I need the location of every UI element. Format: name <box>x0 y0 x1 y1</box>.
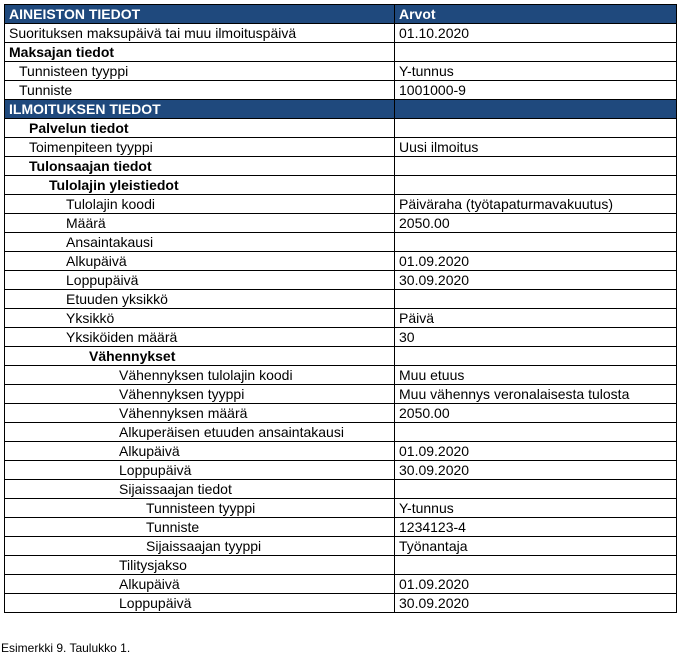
row-value <box>395 233 677 252</box>
row-value <box>395 157 677 176</box>
row-value: 30.09.2020 <box>395 594 677 613</box>
table-row <box>5 290 677 309</box>
row-label: Tilitysjakso <box>5 556 395 575</box>
row-value: 2050.00 <box>395 404 677 423</box>
table-row <box>5 518 677 537</box>
row-label: Loppupäivä <box>5 594 395 613</box>
row-label: Sijaissaajan tiedot <box>5 480 395 499</box>
row-value <box>395 423 677 442</box>
table-row <box>5 176 677 195</box>
table-row <box>5 442 677 461</box>
data-table <box>4 4 677 613</box>
table-caption: Esimerkki 9. Taulukko 1. <box>1 641 131 655</box>
row-value: Työnantaja <box>395 537 677 556</box>
row-label: Ansaintakausi <box>5 233 395 252</box>
table-row <box>5 404 677 423</box>
table-row <box>5 43 677 62</box>
row-value: 2050.00 <box>395 214 677 233</box>
table-row <box>5 62 677 81</box>
table-row <box>5 214 677 233</box>
row-label: Maksajan tiedot <box>5 43 395 62</box>
header-label: AINEISTON TIEDOT <box>5 5 395 24</box>
table-row <box>5 575 677 594</box>
table-row <box>5 499 677 518</box>
table-row <box>5 138 677 157</box>
row-label: Tunniste <box>5 518 395 537</box>
row-value: 01.09.2020 <box>395 575 677 594</box>
row-label: Loppupäivä <box>5 461 395 480</box>
row-label: Tunnisteen tyyppi <box>5 499 395 518</box>
row-label: Tunniste <box>5 81 395 100</box>
row-value <box>395 176 677 195</box>
table-row <box>5 271 677 290</box>
row-label: Yksiköiden määrä <box>5 328 395 347</box>
table-row <box>5 385 677 404</box>
table-row <box>5 556 677 575</box>
table-row <box>5 233 677 252</box>
table-row <box>5 480 677 499</box>
row-value: Y-tunnus <box>395 62 677 81</box>
table-row <box>5 366 677 385</box>
row-label: Tulolajin yleistiedot <box>5 176 395 195</box>
row-value: 1001000-9 <box>395 81 677 100</box>
table-row <box>5 309 677 328</box>
table-row <box>5 594 677 613</box>
row-value <box>395 556 677 575</box>
row-value <box>395 347 677 366</box>
row-value: Päivä <box>395 309 677 328</box>
row-label: Alkupäivä <box>5 575 395 594</box>
table-row <box>5 195 677 214</box>
row-label: Sijaissaajan tyyppi <box>5 537 395 556</box>
table-row <box>5 423 677 442</box>
header-row-ilmoituksen <box>5 100 677 119</box>
row-label: Tulonsaajan tiedot <box>5 157 395 176</box>
row-value: 01.10.2020 <box>395 24 677 43</box>
row-value: Muu vähennys veronalaisesta tulosta <box>395 385 677 404</box>
header-value: Arvot <box>395 5 677 24</box>
table-row <box>5 328 677 347</box>
table-row <box>5 347 677 366</box>
row-label: Suorituksen maksupäivä tai muu ilmoituspäivä <box>5 24 395 43</box>
row-value: 30.09.2020 <box>395 271 677 290</box>
row-label: Alkupäivä <box>5 252 395 271</box>
header-label: ILMOITUKSEN TIEDOT <box>5 100 395 119</box>
row-label: Vähennyksen tulolajin koodi <box>5 366 395 385</box>
row-value: 30.09.2020 <box>395 461 677 480</box>
row-label: Määrä <box>5 214 395 233</box>
row-value: Y-tunnus <box>395 499 677 518</box>
row-value <box>395 119 677 138</box>
row-label: Alkuperäisen etuuden ansaintakausi <box>5 423 395 442</box>
table-row <box>5 252 677 271</box>
table-row <box>5 119 677 138</box>
table-row <box>5 461 677 480</box>
row-label: Vähennykset <box>5 347 395 366</box>
row-label: Tunnisteen tyyppi <box>5 62 395 81</box>
header-row-aineiston <box>5 5 677 24</box>
table-row <box>5 24 677 43</box>
row-label: Vähennyksen määrä <box>5 404 395 423</box>
row-value <box>395 290 677 309</box>
row-value: Uusi ilmoitus <box>395 138 677 157</box>
row-value: 01.09.2020 <box>395 252 677 271</box>
header-value <box>395 100 677 119</box>
row-value <box>395 480 677 499</box>
table-row <box>5 157 677 176</box>
row-value <box>395 43 677 62</box>
row-value: Päiväraha (työtapaturmavakuutus) <box>395 195 677 214</box>
row-label: Alkupäivä <box>5 442 395 461</box>
row-label: Etuuden yksikkö <box>5 290 395 309</box>
row-value: 01.09.2020 <box>395 442 677 461</box>
row-value: Muu etuus <box>395 366 677 385</box>
table-row <box>5 81 677 100</box>
row-value: 30 <box>395 328 677 347</box>
row-label: Tulolajin koodi <box>5 195 395 214</box>
row-label: Toimenpiteen tyyppi <box>5 138 395 157</box>
row-label: Vähennyksen tyyppi <box>5 385 395 404</box>
row-value: 1234123-4 <box>395 518 677 537</box>
row-label: Yksikkö <box>5 309 395 328</box>
table-row <box>5 537 677 556</box>
row-label: Loppupäivä <box>5 271 395 290</box>
row-label: Palvelun tiedot <box>5 119 395 138</box>
